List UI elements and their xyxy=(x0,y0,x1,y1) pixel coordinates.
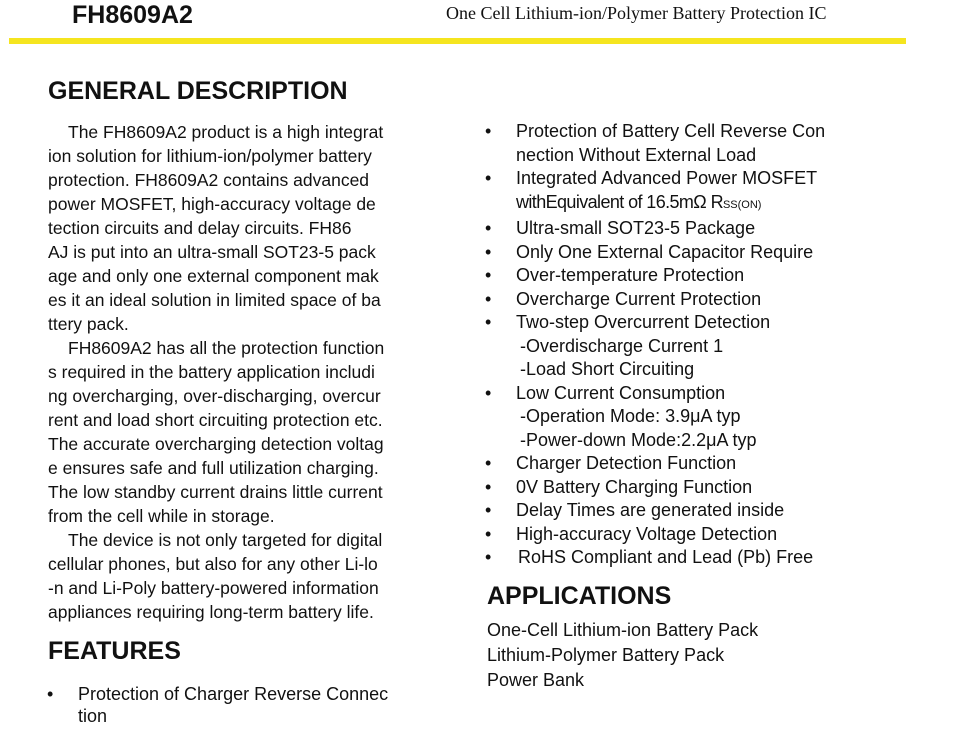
feature-subitem: -Load Short Circuiting xyxy=(520,359,695,379)
bullet-icon: • xyxy=(485,312,492,332)
mosfet-resistance-text: withEquivalent of 16.5mΩ R xyxy=(516,191,723,212)
bullet-icon: • xyxy=(485,382,492,403)
document-subtitle: One Cell Lithium-ion/Polymer Battery Protection IC xyxy=(446,3,827,23)
general-description-body xyxy=(48,120,384,624)
bullet-icon: • xyxy=(485,168,492,188)
feature-item xyxy=(485,382,825,406)
bullet-icon: • xyxy=(485,288,492,309)
feature-subitem: -Overdischarge Current 1 xyxy=(520,335,724,356)
description-line: es it an ideal solution in limited space of ba xyxy=(48,290,381,310)
description-line: The device is not only targeted for digital xyxy=(68,530,383,550)
feature-item xyxy=(485,288,825,312)
description-line: from the cell while in storage. xyxy=(48,506,275,526)
feature-text: Protection of Charger Reverse Connec xyxy=(78,684,389,704)
header-rule xyxy=(9,38,906,44)
bullet-icon: • xyxy=(485,476,492,497)
bullet-icon: • xyxy=(485,218,492,238)
description-line: AJ is put into an ultra-small SOT23-5 pack xyxy=(48,242,376,262)
description-line: s required in the battery application includi xyxy=(48,362,375,382)
general-description-heading: GENERAL DESCRIPTION xyxy=(48,77,348,105)
feature-text: Overcharge Current Protection xyxy=(516,288,762,309)
bullet-icon: • xyxy=(47,684,54,704)
application-item: Power Bank xyxy=(487,670,585,690)
feature-text: Delay Times are generated inside xyxy=(516,500,785,520)
feature-text: tion xyxy=(78,705,108,726)
feature-item xyxy=(485,217,825,241)
feature-text: High-accuracy Voltage Detection xyxy=(516,523,778,544)
feature-item xyxy=(485,546,825,570)
feature-text: RoHS Compliant and Lead (Pb) Free xyxy=(518,547,814,567)
description-line: The FH8609A2 product is a high integrat xyxy=(68,122,384,142)
description-line: age and only one external component mak xyxy=(48,266,379,286)
features-list-right xyxy=(485,120,826,570)
part-number: FH8609A2 xyxy=(72,1,193,29)
description-line: ng overcharging, over-discharging, overcur xyxy=(48,386,381,406)
mosfet-resistance-subscript: SS(ON) xyxy=(722,198,762,211)
description-line: -n and Li-Poly battery-powered information xyxy=(48,578,379,598)
bullet-icon: • xyxy=(485,523,492,544)
bullet-icon: • xyxy=(485,121,492,141)
description-line: The low standby current drains little current xyxy=(48,482,383,502)
feature-text: Charger Detection Function xyxy=(516,453,737,473)
description-line: power MOSFET, high-accuracy voltage de xyxy=(48,194,376,214)
description-line: e ensures safe and full utilization charging. xyxy=(48,458,379,478)
bullet-icon: • xyxy=(485,500,492,520)
feature-item-continuation xyxy=(78,705,388,729)
description-line: cellular phones, but also for any other Li-lo xyxy=(48,554,378,574)
feature-continuation: nection Without External Load xyxy=(516,144,757,165)
feature-text: Only One External Capacitor Require xyxy=(516,241,814,262)
features-heading: FEATURES xyxy=(48,637,181,665)
feature-subitem: -Power-down Mode:2.2μA typ xyxy=(520,429,757,450)
feature-item xyxy=(485,476,825,500)
feature-continuation xyxy=(516,191,825,218)
description-line: rent and load short circuiting protection etc. xyxy=(48,410,383,430)
feature-item xyxy=(485,523,825,547)
feature-text: Two-step Overcurrent Detection xyxy=(516,312,771,332)
feature-item xyxy=(485,499,825,523)
description-line: tection circuits and delay circuits. FH86 xyxy=(48,218,352,238)
description-line: The accurate overcharging detection voltag xyxy=(48,434,384,454)
features-list-left xyxy=(47,683,389,728)
applications-list xyxy=(487,618,758,693)
bullet-icon: • xyxy=(485,453,492,473)
feature-text: Ultra-small SOT23-5 Package xyxy=(516,218,756,238)
feature-item xyxy=(485,452,825,476)
application-item: One-Cell Lithium-ion Battery Pack xyxy=(487,620,759,640)
bullet-icon: • xyxy=(485,265,492,285)
bullet-icon: • xyxy=(485,547,492,567)
feature-item xyxy=(485,264,825,288)
application-item: Lithium-Polymer Battery Pack xyxy=(487,645,725,665)
feature-item xyxy=(485,167,825,191)
feature-text: Over-temperature Protection xyxy=(516,265,745,285)
feature-item xyxy=(485,241,825,265)
feature-text: Integrated Advanced Power MOSFET xyxy=(516,168,818,188)
description-line: appliances requiring long-term battery life. xyxy=(48,602,374,622)
feature-item xyxy=(47,683,389,707)
feature-item xyxy=(485,311,825,335)
feature-text: Low Current Consumption xyxy=(516,382,726,403)
feature-item xyxy=(485,120,826,144)
feature-subitem: -Operation Mode: 3.9μA typ xyxy=(520,406,741,426)
description-line: ttery pack. xyxy=(48,314,129,334)
applications-heading: APPLICATIONS xyxy=(487,582,672,610)
bullet-icon: • xyxy=(485,241,492,262)
description-line: ion solution for lithium-ion/polymer battery xyxy=(48,146,372,166)
description-line: protection. FH8609A2 contains advanced xyxy=(48,170,370,190)
feature-text: Protection of Battery Cell Reverse Con xyxy=(516,121,826,141)
description-line: FH8609A2 has all the protection function xyxy=(68,338,385,358)
feature-text: 0V Battery Charging Function xyxy=(516,476,753,497)
